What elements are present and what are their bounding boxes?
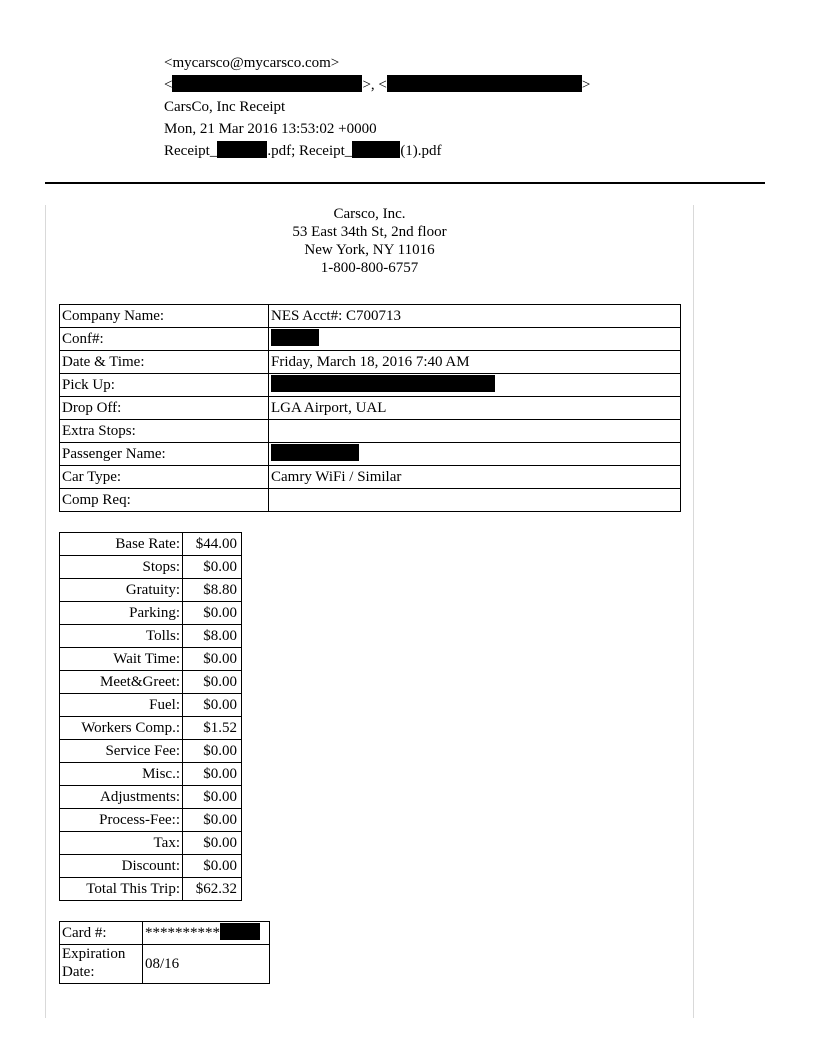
charge-label: Misc.: xyxy=(60,763,183,786)
redaction-block xyxy=(217,141,267,158)
charge-label: Gratuity: xyxy=(60,579,183,602)
table-row xyxy=(60,602,242,625)
table-row xyxy=(60,328,681,351)
trip-label: Drop Off: xyxy=(60,397,269,420)
charge-value: $0.00 xyxy=(183,855,242,878)
charge-value: $0.00 xyxy=(183,809,242,832)
table-row xyxy=(60,305,681,328)
table-row xyxy=(60,786,242,809)
redaction-block xyxy=(271,444,359,461)
date-value: Mon, 21 Mar 2016 13:53:02 +0000 xyxy=(164,121,377,137)
table-row xyxy=(60,351,681,374)
company-address xyxy=(46,205,693,277)
table-row xyxy=(60,648,242,671)
charge-value: $0.00 xyxy=(183,671,242,694)
expiration-value: 08/16 xyxy=(143,945,270,984)
table-row xyxy=(60,671,242,694)
charge-label: Meet&Greet: xyxy=(60,671,183,694)
charge-value: $0.00 xyxy=(183,694,242,717)
card-label: Card #: xyxy=(60,922,143,945)
table-row xyxy=(60,922,270,945)
charge-label: Fuel: xyxy=(60,694,183,717)
table-row xyxy=(60,694,242,717)
trip-label: Conf#: xyxy=(60,328,269,351)
table-row xyxy=(60,832,242,855)
charge-value: $0.00 xyxy=(183,602,242,625)
charge-value: $62.32 xyxy=(183,878,242,901)
trip-label: Company Name: xyxy=(60,305,269,328)
trip-value: LGA Airport, UAL xyxy=(269,397,681,420)
charge-value: $8.00 xyxy=(183,625,242,648)
header-divider xyxy=(45,182,765,184)
trip-value: Camry WiFi / Similar xyxy=(269,466,681,489)
charges-table xyxy=(59,532,242,901)
charge-label: Total This Trip: xyxy=(60,878,183,901)
attachments-value[interactable]: Receipt_ .pdf; Receipt_ (1).pdf xyxy=(164,143,442,159)
trip-label: Pick Up: xyxy=(60,374,269,397)
charge-value: $0.00 xyxy=(183,786,242,809)
table-row xyxy=(60,489,681,512)
charge-value: $8.80 xyxy=(183,579,242,602)
trip-label: Passenger Name: xyxy=(60,443,269,466)
charge-label: Tolls: xyxy=(60,625,183,648)
trip-value: NES Acct#: C700713 xyxy=(269,305,681,328)
from-value: <mycarsco@mycarsco.com> xyxy=(164,55,340,71)
trip-label: Car Type: xyxy=(60,466,269,489)
charge-value: $0.00 xyxy=(183,648,242,671)
table-row xyxy=(60,625,242,648)
table-row xyxy=(60,717,242,740)
company-name: Carsco, Inc. xyxy=(333,206,406,222)
redaction-block xyxy=(172,75,362,92)
table-row xyxy=(60,809,242,832)
trip-value xyxy=(269,374,681,397)
table-row xyxy=(60,466,681,489)
table-row xyxy=(60,533,242,556)
redaction-block xyxy=(271,375,495,392)
company-street: 53 East 34th St, 2nd floor xyxy=(292,224,447,240)
redaction-block xyxy=(271,329,319,346)
frame-left-border xyxy=(45,205,46,1018)
card-value: ********** xyxy=(143,922,270,945)
table-row xyxy=(60,579,242,602)
charge-label: Process-Fee:: xyxy=(60,809,183,832)
charge-label: Tax: xyxy=(60,832,183,855)
charge-value: $44.00 xyxy=(183,533,242,556)
trip-label: Extra Stops: xyxy=(60,420,269,443)
trip-label: Date & Time: xyxy=(60,351,269,374)
charge-label: Wait Time: xyxy=(60,648,183,671)
to-value: < >, < > xyxy=(164,77,591,93)
table-row xyxy=(60,740,242,763)
charge-label: Stops: xyxy=(60,556,183,579)
frame-right-border xyxy=(693,205,694,1018)
table-row xyxy=(60,397,681,420)
payment-table xyxy=(59,921,270,984)
redaction-block xyxy=(220,923,260,940)
redaction-block xyxy=(387,75,582,92)
table-row xyxy=(60,374,681,397)
company-city: New York, NY 11016 xyxy=(304,242,435,258)
charge-label: Base Rate: xyxy=(60,533,183,556)
charge-value: $0.00 xyxy=(183,832,242,855)
table-row xyxy=(60,855,242,878)
charge-value: $0.00 xyxy=(183,763,242,786)
subject-value: CarsCo, Inc Receipt xyxy=(164,99,286,115)
expiration-label: Expiration Date: xyxy=(60,945,143,984)
table-row xyxy=(60,945,270,984)
trip-details-table xyxy=(59,304,681,512)
trip-label: Comp Req: xyxy=(60,489,269,512)
company-phone: 1-800-800-6757 xyxy=(320,260,419,276)
charge-label: Service Fee: xyxy=(60,740,183,763)
trip-value: Friday, March 18, 2016 7:40 AM xyxy=(269,351,681,374)
trip-value xyxy=(269,420,681,443)
table-row xyxy=(60,443,681,466)
trip-value xyxy=(269,489,681,512)
table-row xyxy=(60,763,242,786)
table-row xyxy=(60,556,242,579)
redaction-block xyxy=(352,141,400,158)
charge-value: $0.00 xyxy=(183,740,242,763)
trip-value xyxy=(269,328,681,351)
trip-value xyxy=(269,443,681,466)
table-row xyxy=(60,878,242,901)
charge-label: Adjustments: xyxy=(60,786,183,809)
charge-value: $0.00 xyxy=(183,556,242,579)
charge-value: $1.52 xyxy=(183,717,242,740)
charge-label: Parking: xyxy=(60,602,183,625)
charge-label: Discount: xyxy=(60,855,183,878)
table-row xyxy=(60,420,681,443)
charge-label: Workers Comp.: xyxy=(60,717,183,740)
